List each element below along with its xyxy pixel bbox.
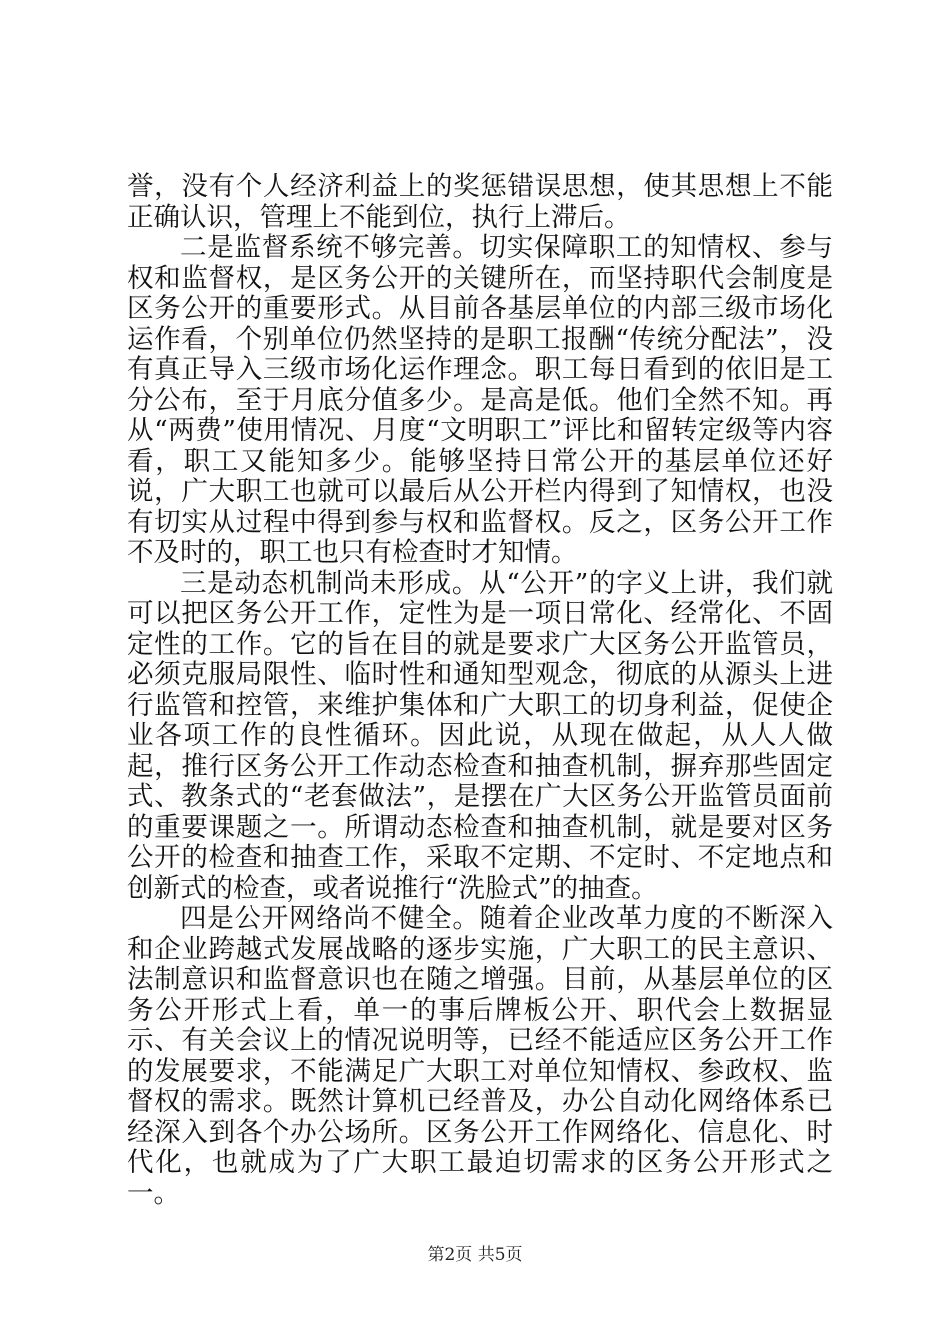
paragraph-dynamic-mechanism: 三是动态机制尚未形成。从“公开”的字义上讲，我们就可以把区务公开工作，定性为是一项日常化、经常化、不固定性的工作。它的旨在目的就是要求广大区务公开监管员，必须克服局限性、临时性和通知型观念，彻底的从源头上进行监管和控管，来维护集体和广大职工的切身利益，促使企业各项工作的良性循环。因此说，从现在做起，从人人做起，推行区务公开工作动态检查和抽查机制，摒弃那些固定式、教条式的“老套做法”，是摆在广大区务公开监管员面前的重要课题之一。所谓动态检查和抽查机制，就是要对区务公开的检查和抽查工作，采取不定期、不定时、不定地点和创新式的检查，或者说推行“洗脸式”的抽查。: [127, 567, 833, 904]
paragraph-supervision-system: 二是监督系统不够完善。切实保障职工的知情权、参与权和监督权，是区务公开的关键所在，而坚持职代会制度是区务公开的重要形式。从目前各基层单位的内部三级市场化运作看，个别单位仍然坚持的是职工报酬“传统分配法”，没有真正导入三级市场化运作理念。职工每日看到的依旧是工分公布，至于月底分值多少。是高是低。他们全然不知。再从“两费”使用情况、月度“文明职工”评比和留转定级等内容看，职工又能知多少。能够坚持日常公开的基层单位还好说，广大职工也就可以最后从公开栏内得到了知情权，也没有切实从过程中得到参与权和监督权。反之，区务公开工作不及时的，职工也只有检查时才知情。: [127, 232, 833, 568]
paragraph-disclosure-network: 四是公开网络尚不健全。随着企业改革力度的不断深入和企业跨越式发展战略的逐步实施，广大职工的民主意识、法制意识和监督意识也在随之增强。目前，从基层单位的区务公开形式上看，单一的事后牌板公开、职代会上数据显示、有关会议上的情况说明等，已经不能适应区务公开工作的发展要求，不能满足广大职工对单位知情权、参政权、监督权的需求。既然计算机已经普及，办公自动化网络体系已经深入到各个办公场所。区务公开工作网络化、信息化、时代化，也就成为了广大职工最迫切需求的区务公开形式之一。: [127, 903, 833, 1209]
paragraph-continuation: 誉，没有个人经济利益上的奖惩错误思想，使其思想上不能正确认识，管理上不能到位，执行上滞后。: [127, 171, 833, 233]
document-body: [127, 172, 833, 1209]
page-number-footer: 第2页 共5页: [427, 1245, 523, 1265]
